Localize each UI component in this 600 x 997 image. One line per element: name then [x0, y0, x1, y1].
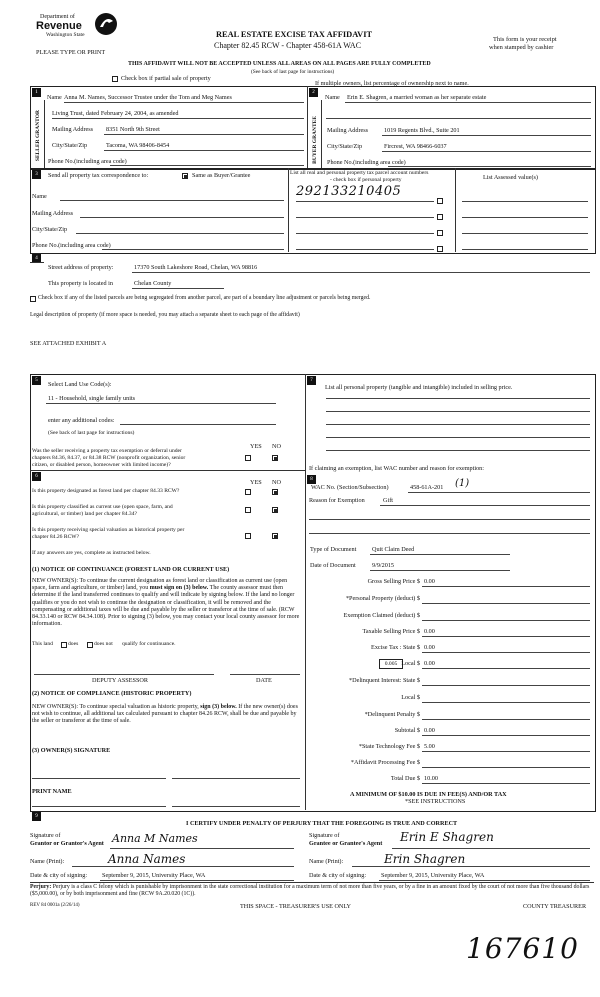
parcel-line-2 — [296, 217, 434, 218]
doc-type-value[interactable]: Quit Claim Deed — [372, 546, 415, 553]
section-6-rule — [30, 470, 305, 471]
seller-name-label: Name — [47, 94, 62, 101]
calc-gross-line — [422, 586, 590, 587]
legal-label: Legal description of property (if more space is needed, you may attach a separate sheet to each page of the affidavit) — [30, 312, 300, 318]
segregated-checkbox[interactable] — [30, 296, 36, 302]
forest-q3-yes[interactable] — [245, 533, 251, 539]
personal-property-line-3 — [326, 424, 590, 425]
buyer-side-divider — [321, 100, 322, 168]
form-chapters: Chapter 82.45 RCW - Chapter 458-61A WAC — [214, 41, 362, 50]
personal-property-line-2 — [326, 411, 590, 412]
buyer-mailing-value[interactable]: 1019 Regents Blvd., Suite 201 — [384, 127, 460, 134]
calc-tech-fee-value[interactable]: 5.00 — [424, 743, 435, 750]
handwritten-stamp-number: 167610 — [466, 932, 579, 965]
see-instructions-note: *SEE INSTRUCTIONS — [405, 798, 466, 805]
additional-codes-label: enter any additional codes: — [48, 417, 115, 424]
forest-q3-line-1: Is this property receiving special valuation as historical property per — [32, 527, 185, 533]
lower-divider — [305, 374, 306, 810]
form-title: REAL ESTATE EXCISE TAX AFFIDAVIT — [216, 30, 373, 39]
assessed-divider — [455, 168, 456, 252]
buyer-name-line — [345, 102, 591, 103]
section-5-badge: 5 — [32, 376, 41, 385]
section-4-badge: 4 — [32, 254, 41, 263]
section-3-badge: 3 — [32, 170, 41, 179]
forest-q1-yes[interactable] — [245, 489, 251, 495]
located-value[interactable]: Chelan County — [134, 280, 172, 287]
section-7-badge: 7 — [307, 376, 316, 385]
street-value[interactable]: 17370 South Lakeshore Road, Chelan, WA 98816 — [134, 264, 258, 271]
forest-q2-line-2: agricultural, or timber) land per chapter 84.34? — [32, 511, 137, 517]
exemption-q-line-1: Was the seller receiving a property tax exemption or deferral under — [32, 448, 182, 454]
forest-no-header: NO — [272, 479, 281, 486]
calc-personal-line — [422, 603, 590, 604]
calc-total-value[interactable]: 10.00 — [424, 775, 438, 782]
calc-interest-state-line — [422, 685, 590, 686]
parcel-line-1 — [296, 201, 434, 202]
form-revision: REV 84 0001a (2/26/14) — [30, 903, 80, 908]
notice-1-title: (1) NOTICE OF CONTINUANCE (FOREST LAND OR CURRENT USE) — [32, 566, 230, 573]
buyer-name-value[interactable]: Erin E. Shagren, a married woman as her separate estate — [347, 94, 487, 101]
calc-state-value[interactable]: 0.00 — [424, 644, 435, 651]
calc-processing-fee-label: *Affidavit Processing Fee $ — [350, 759, 420, 766]
calc-subtotal-label: Subtotal $ — [394, 727, 420, 734]
grantor-sig-label-1: Signature of — [30, 832, 61, 839]
calc-subtotal-value[interactable]: 0.00 — [424, 727, 435, 734]
owner-signature-title: (3) OWNER(S) SIGNATURE — [32, 747, 111, 754]
calc-local-value[interactable]: 0.00 — [424, 660, 435, 667]
print-name-label: PRINT NAME — [32, 788, 72, 795]
parcel-line-4 — [296, 249, 434, 250]
forest-q2-yes[interactable] — [245, 507, 251, 513]
calc-tech-fee-label: *State Technology Fee $ — [358, 743, 420, 750]
buyer-phone-label: Phone No.(including area code) — [327, 159, 406, 166]
calc-subtotal-line — [422, 735, 590, 736]
grantee-sig-line — [392, 848, 590, 849]
exemption-q-line-3: citizen, or disabled person, homeowner with limited income)? — [32, 462, 171, 468]
grantor-print-name[interactable]: Anna Names — [108, 852, 186, 866]
same-as-buyer-label: Same as Buyer/Grantee — [192, 172, 251, 179]
warning-text: THIS AFFIDAVIT WILL NOT BE ACCEPTED UNLESS ALL AREAS ON ALL PAGES ARE FULLY COMPLETED — [128, 61, 431, 67]
street-line — [132, 272, 590, 273]
calc-personal-label: *Personal Property (deduct) $ — [345, 595, 420, 602]
perjury-notice: Perjury: Perjury is a class C felony which is punishable by imprisonment in the state correctional institution for a maximum term of not more than five years, or by a fine in an amount fixed by the court of not more than five thousand dollars ($5,000.00), or by both imprisonment and fine (RCW 9A.20.020 (1C)). — [30, 884, 590, 897]
calc-taxable-line — [422, 636, 590, 637]
does-not-label: does not — [94, 641, 113, 647]
grantor-date-line — [100, 880, 294, 881]
buyer-side-label: BUYER GRANTEE — [312, 116, 318, 164]
notice-2-title: (2) NOTICE OF COMPLIANCE (HISTORIC PROPERTY) — [32, 690, 192, 697]
forest-yes-header: YES — [250, 479, 262, 486]
seller-name-value-2[interactable]: Living Trust, dated February 24, 2004, as amended — [52, 110, 179, 117]
reason-label: Reason for Exemption — [309, 497, 365, 504]
corr-name-label: Name — [32, 193, 47, 200]
calc-exemption-label: Exemption Claimed (deduct) $ — [343, 612, 420, 619]
treasurer-only-note: THIS SPACE - TREASURER'S USE ONLY — [240, 903, 352, 910]
doc-date-line — [370, 570, 510, 571]
receipt-note-1: This form is your receipt — [493, 36, 557, 43]
assessed-line-2 — [462, 217, 588, 218]
print-name-line-1 — [32, 806, 166, 807]
exemption-no-checkbox[interactable] — [272, 455, 278, 461]
calc-gross-value[interactable]: 0.00 — [424, 578, 435, 585]
grantor-print-line — [72, 866, 294, 867]
claim-exemption-label: If claiming an exemption, list WAC number and reason for exemption: — [309, 465, 484, 472]
exemption-yes-checkbox[interactable] — [245, 455, 251, 461]
doc-type-label: Type of Document — [310, 546, 357, 553]
correspondence-divider — [288, 168, 289, 252]
personal-property-line-1 — [326, 398, 590, 399]
grantee-sig-label-1: Signature of — [309, 832, 340, 839]
correspondence-label: Send all property tax correspondence to: — [48, 172, 149, 179]
grantee-date-line — [379, 880, 590, 881]
street-label: Street address of property: — [48, 264, 114, 271]
calc-exemption-line — [422, 620, 590, 621]
personal-property-line-4 — [326, 437, 590, 438]
parcel-line-3 — [296, 233, 434, 234]
exemption-no-header: NO — [272, 443, 281, 450]
section-9-badge: 9 — [32, 812, 41, 821]
corr-mailing-line — [80, 217, 284, 218]
assessed-line-3 — [462, 233, 588, 234]
logo-brand: Revenue — [36, 20, 82, 32]
partial-sale-label: Check box if partial sale of property — [121, 75, 211, 82]
grantor-print-label: Name (Print): — [30, 858, 65, 865]
print-name-line-2 — [172, 806, 300, 807]
section-6-badge: 6 — [32, 472, 41, 481]
reason-line-3 — [309, 533, 590, 534]
local-rate-box[interactable]: 0.005 — [379, 659, 403, 669]
seller-city-line — [104, 150, 304, 151]
grantee-date-label: Date & city of signing: — [309, 872, 367, 879]
wac-label: WAC No. (Section/Subsection) — [311, 484, 389, 491]
additional-codes-line — [120, 424, 276, 425]
calc-interest-state-label: *Delinquent Interest: State $ — [349, 677, 420, 684]
logo-state: Washington State — [46, 32, 85, 38]
land-use-see-back: (See back of last page for instructions) — [48, 430, 135, 436]
grantee-print-label: Name (Print): — [309, 858, 344, 865]
assessor-date-label: DATE — [256, 677, 272, 684]
exemption-q-line-2: chapters 84.36, 84.37, or 84.38 RCW (nonprofit organization, senior — [32, 455, 186, 461]
section-8-badge: 8 — [307, 475, 316, 484]
forest-q3-line-2: chapter 84.26 RCW? — [32, 534, 80, 540]
land-use-value[interactable]: 11 - Household, single family units — [48, 395, 136, 402]
parcel-header-1: List all real and personal property tax parcel account numbers — [290, 170, 429, 176]
calc-state-label: Excise Tax : State $ — [371, 644, 420, 651]
exemption-yes-header: YES — [250, 443, 262, 450]
parcel-1-personal-checkbox[interactable] — [437, 198, 443, 204]
seller-side-label: SELLER GRANTOR — [35, 110, 41, 162]
parcel-2-personal-checkbox[interactable] — [437, 214, 443, 220]
calc-local-line — [422, 668, 590, 669]
reason-line — [380, 505, 590, 506]
calc-total-label: Total Due $ — [390, 775, 420, 782]
grantee-date-value[interactable]: September 9, 2015, University Place, WA — [381, 872, 485, 879]
calc-taxable-value[interactable]: 0.00 — [424, 628, 435, 635]
minimum-due-note: A MINIMUM OF $10.00 IS DUE IN FEE(S) AND/OR TAX — [350, 791, 507, 798]
personal-property-line-5 — [326, 450, 590, 451]
reason-value[interactable]: Gift — [383, 497, 393, 504]
seller-phone-line — [110, 165, 304, 166]
assessed-line-4 — [462, 249, 588, 250]
doc-type-line — [370, 554, 510, 555]
forest-q2-no[interactable] — [272, 507, 278, 513]
seller-name-line-2 — [52, 118, 304, 119]
see-back-header: (See back of last page for instructions) — [251, 69, 335, 75]
buyer-name-line-2 — [326, 118, 591, 119]
does-checkbox[interactable] — [61, 642, 67, 648]
parcel-header-2: - check box if personal property — [330, 177, 402, 183]
qualify-label: qualify for continuance. — [122, 641, 176, 647]
county-treasurer-label: COUNTY TREASURER — [523, 903, 587, 910]
partial-sale-checkbox[interactable] — [112, 76, 118, 82]
reason-line-2 — [309, 519, 590, 520]
grantor-sig-label-2: Grantor or Grantor's Agent — [30, 840, 104, 847]
forest-q3-no[interactable] — [272, 533, 278, 539]
logo-dept-line: Department of — [40, 14, 75, 20]
seller-name-line — [64, 102, 304, 103]
forest-q1: Is this property designated as forest land per chapter 84.33 RCW? — [32, 488, 180, 494]
wac-line — [408, 492, 590, 493]
footer-rule — [30, 882, 594, 883]
calc-penalty-label: *Delinquent Penalty $ — [364, 711, 420, 718]
multiple-owners-note: If multiple owners, list percentage of ownership next to name. — [315, 80, 469, 87]
assessed-header: List Assessed value(s) — [483, 174, 538, 181]
receipt-note-2: when stamped by cashier — [489, 44, 554, 51]
notice-2-body: NEW OWNER(S): To continue special valuation as historic property, sign (3) below. If the new owner(s) does not wish to continue, all additional tax calculated pursuant to chapter 84.26 RCW, shall be due and payable by the seller or transferor at the time of sale. — [32, 704, 298, 725]
parcel-3-personal-checkbox[interactable] — [437, 230, 443, 236]
please-type: PLEASE TYPE OR PRINT — [36, 49, 106, 56]
grantor-signature[interactable]: Anna M Names — [112, 832, 198, 845]
buyer-city-label: City/State/Zip — [327, 143, 363, 150]
grantee-print-name[interactable]: Erin Shagren — [384, 852, 466, 866]
calc-total-line — [422, 783, 590, 784]
buyer-city-line — [382, 151, 591, 152]
wac-handwritten[interactable]: (1) — [455, 478, 470, 489]
land-use-line — [46, 403, 276, 404]
buyer-phone-line — [388, 166, 591, 167]
grantee-sig-label-2: Grantee or Grantee's Agent — [309, 840, 383, 847]
wac-value[interactable]: 458-61A-201 — [410, 484, 444, 491]
located-line — [132, 288, 224, 289]
located-label: This property is located in — [48, 280, 113, 287]
does-not-checkbox[interactable] — [87, 642, 93, 648]
seller-mailing-value[interactable]: 8351 North 9th Street — [106, 126, 160, 133]
calc-gross-label: Gross Selling Price $ — [367, 578, 420, 585]
doc-date-label: Date of Document — [310, 562, 356, 569]
does-label: does — [68, 641, 79, 647]
buyer-mailing-label: Mailing Address — [327, 127, 369, 134]
revenue-logo-mark — [94, 12, 118, 36]
calc-state-line — [422, 652, 590, 653]
corr-phone-line — [102, 249, 284, 250]
seller-name-value[interactable]: Anna M. Names, Successor Trustee under the Tom and Meg Names — [64, 94, 232, 101]
seller-mailing-label: Mailing Address — [52, 126, 94, 133]
corr-phone-label: Phone No.(including area code) — [32, 242, 111, 249]
calc-interest-local-line — [422, 702, 590, 703]
seller-mailing-line — [104, 134, 304, 135]
calc-tech-fee-line — [422, 751, 590, 752]
buyer-mailing-line — [382, 135, 591, 136]
parties-divider — [307, 86, 308, 169]
corr-mailing-label: Mailing Address — [32, 210, 74, 217]
doc-date-value[interactable]: 9/9/2015 — [372, 562, 395, 569]
parcel-number-handwritten[interactable]: 292133210405 — [296, 184, 402, 199]
calc-interest-local-label: Local $ — [401, 694, 420, 701]
forest-if-yes: If any answers are yes, complete as instructed below. — [32, 550, 151, 556]
calc-local-label: Local $ — [401, 660, 420, 667]
personal-property-label: List all personal property (tangible and intangible) included in selling price. — [325, 384, 513, 391]
buyer-name-label: Name — [325, 94, 340, 101]
calc-processing-fee-line — [422, 767, 590, 768]
owner-signature-line-1 — [32, 778, 166, 779]
grantee-print-line — [352, 866, 590, 867]
grantor-date-value[interactable]: September 9, 2015, University Place, WA — [102, 872, 206, 879]
forest-q1-no[interactable] — [272, 489, 278, 495]
assessed-line-1 — [462, 201, 588, 202]
certification-title: I CERTIFY UNDER PENALTY OF PERJURY THAT THE FOREGOING IS TRUE AND CORRECT — [186, 820, 458, 827]
same-as-buyer-checkbox[interactable] — [182, 173, 188, 179]
corr-city-line — [76, 233, 284, 234]
grantor-sig-line — [110, 848, 294, 849]
section-4-rule — [30, 262, 44, 263]
seller-city-label: City/State/Zip — [52, 142, 88, 149]
grantor-date-label: Date & city of signing: — [30, 872, 88, 879]
corr-city-label: City/State/Zip — [32, 226, 68, 233]
deputy-assessor-line — [34, 674, 214, 675]
seller-phone-label: Phone No.(including area code) — [48, 158, 127, 165]
owner-signature-line-2 — [172, 778, 300, 779]
segregated-note: Check box if any of the listed parcels are being segregated from another parcel, are part of a boundary line adjustment or parcels being merged. — [38, 295, 371, 301]
deputy-assessor-label: DEPUTY ASSESSOR — [92, 677, 148, 684]
section-1-badge: 1 — [32, 88, 41, 97]
legal-value[interactable]: SEE ATTACHED EXHIBIT A — [30, 340, 107, 347]
grantee-signature[interactable]: Erin E Shagren — [400, 830, 494, 844]
corr-name-line — [60, 200, 284, 201]
seller-city-value[interactable]: Tacoma, WA 98406-8454 — [106, 142, 170, 149]
calc-taxable-label: Taxable Selling Price $ — [362, 628, 420, 635]
assessor-date-line — [230, 674, 300, 675]
buyer-city-value[interactable]: Fircrest, WA 98466-6037 — [384, 143, 447, 150]
section-2-badge: 2 — [309, 88, 318, 97]
calc-penalty-line — [422, 719, 590, 720]
land-use-label: Select Land Use Code(s): — [48, 381, 112, 388]
parcel-4-personal-checkbox[interactable] — [437, 246, 443, 252]
this-land-label: This land — [32, 641, 53, 647]
notice-1-body: NEW OWNER(S): To continue the current designation as forest land or classification as current use (open space, farm and agriculture, or timber) land, you must sign on (3) below. The county assessor must then determine if the land transferred continues to qualify and will indicate by signing below. If the land no longer qualifies or you do not wish to continue the designation or classification, it will be removed and the compensating or additional taxes will be due and payable by the seller or transferor at the time of sale. (RCW 84.33.140 or RCW 84.34.108). Prior to signing (3) below, you may contact your local county assessor for more information. — [32, 578, 300, 628]
forest-q2-line-1: Is this property classified as current use (open space, farm, and — [32, 504, 173, 510]
seller-side-divider — [44, 100, 45, 168]
